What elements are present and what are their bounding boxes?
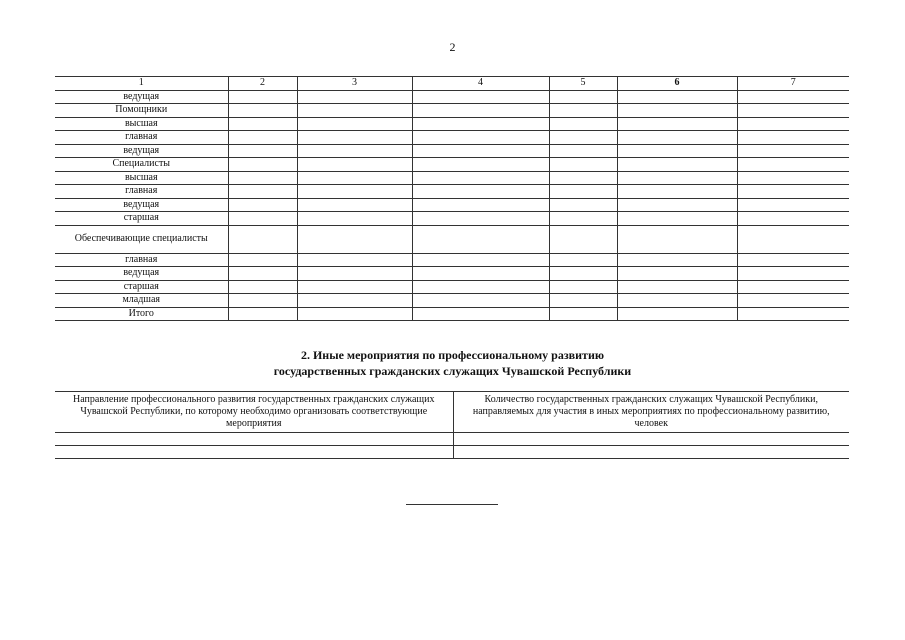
table-cell: [297, 253, 412, 267]
table-cell: [297, 267, 412, 281]
end-divider-line: [406, 504, 498, 505]
section-title-line: 2. Иные мероприятия по профессиональному развитию: [300, 348, 605, 362]
table-cell: [737, 294, 849, 308]
table-cell: [617, 185, 737, 199]
row-label: старшая: [55, 212, 228, 226]
table-row: [55, 104, 849, 118]
table-cell: [412, 144, 549, 158]
table-cell: [228, 104, 297, 118]
table-cell: [737, 90, 849, 104]
table-cell: [297, 117, 412, 131]
direction-column-header: Направление профессионального развития государственных гражданских служащих Чувашской Республики, по которому необходимо организовать соответствующие мероприятия: [55, 392, 453, 433]
table-cell: [297, 171, 412, 185]
table-header-row: [55, 392, 849, 433]
section-title: [0, 347, 905, 379]
table-cell: [549, 307, 617, 321]
table-cell: [412, 117, 549, 131]
table-cell: [228, 171, 297, 185]
table-row: [55, 198, 849, 212]
table-row: [55, 90, 849, 104]
row-label: главная: [55, 131, 228, 145]
table-cell: [228, 225, 297, 253]
table-cell: [228, 90, 297, 104]
table-cell: [228, 212, 297, 226]
table-cell: [55, 433, 453, 446]
row-label: ведущая: [55, 198, 228, 212]
page-number: 2: [449, 40, 456, 54]
table-cell: [228, 185, 297, 199]
table-cell: [297, 104, 412, 118]
column-number: 3: [297, 77, 412, 91]
table-cell: [617, 90, 737, 104]
table-cell: [228, 294, 297, 308]
table-cell: [228, 131, 297, 145]
table-cell: [297, 225, 412, 253]
row-label: ведущая: [55, 90, 228, 104]
table-cell: [297, 131, 412, 145]
row-label: высшая: [55, 171, 228, 185]
table-cell: [617, 294, 737, 308]
table-row: [55, 267, 849, 281]
column-number: 7: [737, 77, 849, 91]
table-cell: [228, 253, 297, 267]
table-cell: [737, 212, 849, 226]
table-cell: [737, 267, 849, 281]
table-cell: [737, 198, 849, 212]
table-row: [55, 433, 849, 446]
table-cell: [453, 446, 849, 459]
column-number: 4: [412, 77, 549, 91]
table-cell: [228, 117, 297, 131]
table-cell: [412, 307, 549, 321]
table-cell: [412, 253, 549, 267]
table-cell: [297, 198, 412, 212]
table-cell: [412, 198, 549, 212]
table-cell: [549, 225, 617, 253]
table-cell: [737, 225, 849, 253]
table-cell: [412, 171, 549, 185]
table-cell: [737, 104, 849, 118]
row-label: Специалисты: [55, 158, 228, 172]
row-label: младшая: [55, 294, 228, 308]
row-label: высшая: [55, 117, 228, 131]
table-cell: [297, 212, 412, 226]
table-cell: [453, 433, 849, 446]
table-row: [55, 280, 849, 294]
table-cell: [412, 104, 549, 118]
table-cell: [737, 158, 849, 172]
table-cell: [617, 117, 737, 131]
table-cell: [737, 117, 849, 131]
table-cell: [617, 104, 737, 118]
table-cell: [549, 212, 617, 226]
row-label: Итого: [55, 307, 228, 321]
table-cell: [549, 280, 617, 294]
table-cell: [617, 158, 737, 172]
table-cell: [228, 158, 297, 172]
table-cell: [737, 280, 849, 294]
table-cell: [412, 158, 549, 172]
table-cell: [549, 294, 617, 308]
table-cell: [228, 144, 297, 158]
table-cell: [549, 253, 617, 267]
table-cell: [549, 144, 617, 158]
table-cell: [297, 90, 412, 104]
table-row: [55, 253, 849, 267]
table-row: [55, 225, 849, 253]
row-label: Обеспечивающие специалисты: [55, 225, 228, 253]
table-row: [55, 158, 849, 172]
column-number: 6: [617, 77, 737, 91]
column-number-row: [55, 77, 849, 91]
column-number: 5: [549, 77, 617, 91]
table-row: [55, 294, 849, 308]
row-label: старшая: [55, 280, 228, 294]
table-cell: [55, 446, 453, 459]
table-cell: [228, 198, 297, 212]
other-activities-table: [55, 391, 849, 459]
table-row: [55, 212, 849, 226]
table-cell: [549, 185, 617, 199]
table-cell: [412, 225, 549, 253]
table-cell: [737, 171, 849, 185]
table-cell: [549, 198, 617, 212]
table-cell: [549, 171, 617, 185]
table-row: [55, 446, 849, 459]
table-cell: [412, 294, 549, 308]
table-cell: [297, 307, 412, 321]
table-row: [55, 185, 849, 199]
table-cell: [737, 253, 849, 267]
table-cell: [549, 90, 617, 104]
table-cell: [617, 267, 737, 281]
table-cell: [617, 198, 737, 212]
table-cell: [412, 280, 549, 294]
table-cell: [617, 171, 737, 185]
table-cell: [412, 131, 549, 145]
table-row: [55, 117, 849, 131]
table-cell: [412, 267, 549, 281]
row-label: ведущая: [55, 144, 228, 158]
table-cell: [617, 131, 737, 145]
table-cell: [228, 267, 297, 281]
table-cell: [297, 280, 412, 294]
table-cell: [297, 144, 412, 158]
table-cell: [617, 212, 737, 226]
table-cell: [549, 267, 617, 281]
table-cell: [737, 307, 849, 321]
table-cell: [297, 185, 412, 199]
table-cell: [297, 158, 412, 172]
row-label: главная: [55, 253, 228, 267]
staff-training-table: [55, 76, 849, 321]
count-column-header: Количество государственных гражданских служащих Чувашской Республики, направляемых для участия в иных мероприятиях по профессиональному развитию, человек: [453, 392, 849, 433]
table-cell: [549, 117, 617, 131]
table-cell: [549, 131, 617, 145]
table-cell: [412, 185, 549, 199]
row-label: главная: [55, 185, 228, 199]
table-cell: [737, 185, 849, 199]
table-cell: [617, 280, 737, 294]
table-cell: [617, 144, 737, 158]
column-number: 1: [55, 77, 228, 91]
table-row: [55, 171, 849, 185]
row-label: ведущая: [55, 267, 228, 281]
section-title-line: государственных гражданских служащих Чувашской Республики: [273, 364, 632, 378]
table-cell: [228, 307, 297, 321]
table-cell: [737, 144, 849, 158]
table-cell: [737, 131, 849, 145]
table-cell: [412, 90, 549, 104]
table-cell: [549, 104, 617, 118]
table-cell: [617, 307, 737, 321]
table-cell: [228, 280, 297, 294]
table-row: [55, 131, 849, 145]
table-cell: [297, 294, 412, 308]
table-row: [55, 144, 849, 158]
column-number: 2: [228, 77, 297, 91]
table-cell: [617, 225, 737, 253]
table-row: [55, 307, 849, 321]
table-cell: [412, 212, 549, 226]
table-cell: [549, 158, 617, 172]
row-label: Помощники: [55, 104, 228, 118]
table-cell: [617, 253, 737, 267]
